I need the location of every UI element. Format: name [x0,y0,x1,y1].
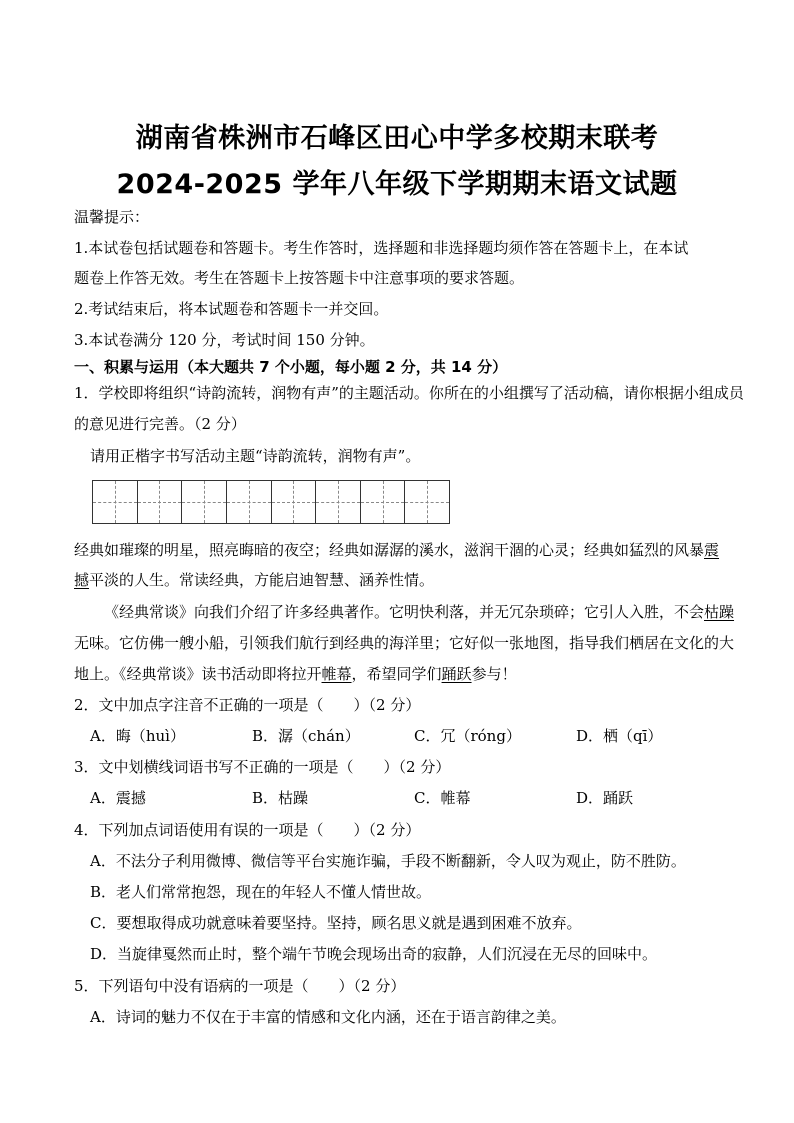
option-a[interactable]: A．震撼 [90,789,146,807]
passage-line-3 [104,602,764,622]
passage-text: 经典如璀璨的明星，照亮晦暗的夜空；经典如潺潺的溪水，滋润干涸的心灵；经典如猛烈的风暴 [74,541,705,559]
grid-cell [93,481,138,523]
passage-text: 地上。《经典常谈》读书活动即将拉开 [74,665,322,683]
passage-line-2 [74,570,734,590]
passage-text: 参与！ [471,665,517,683]
underlined-word: 枯躁 [704,603,735,621]
notice-item-2: 2.考试结束后，将本试题卷和答题卡一并交回。 [74,300,389,318]
grid-cell [361,481,406,523]
question-1-line2: 的意见进行完善。（2 分） [74,415,246,433]
passage-text: 平淡的人生。常读经典，方能启迪智慧、涵养性情。 [89,571,435,589]
question-5-option-a[interactable]: A．诗词的魅力不仅在于丰富的情感和文化内涵，还在于语言韵律之美。 [90,1008,566,1026]
option-b[interactable]: B．潺（chán） [252,727,360,745]
passage-line-1 [74,540,734,560]
option-c[interactable]: C．帷幕 [414,789,471,807]
question-2-stem: 2．文中加点字注音不正确的一项是（ ）（2 分） [74,696,421,714]
question-4-option-b[interactable]: B．老人们常常抱怨，现在的年轻人不懂人情世故。 [90,883,432,901]
notice-item-1a: 1.本试卷包括试题卷和答题卡。考生作答时，选择题和非选择题均须作答在答题卡上，在本试 [74,239,689,257]
option-d[interactable]: D．踊跃 [576,789,634,807]
passage-line-4: 无味。它仿佛一艘小船，引领我们航行到经典的海洋里；它好似一张地图，指导我们栖居在文化的大 [74,634,735,652]
question-4-option-d[interactable]: D．当旋律戛然而止时，整个端午节晚会现场出奇的寂静，人们沉浸在无尽的回味中。 [90,945,658,963]
question-3-stem: 3．文中划横线词语书写不正确的一项是（ ）（2 分） [74,758,451,776]
question-4-option-a[interactable]: A．不法分子利用微博、微信等平台实施诈骗，手段不断翻新，令人叹为观止，防不胜防。 [90,852,686,870]
option-a[interactable]: A．晦（huì） [90,727,185,745]
option-b[interactable]: B．枯躁 [252,789,309,807]
question-4-option-c[interactable]: C．要想取得成功就意味着要坚持。坚持，顾名思义就是遇到困难不放弃。 [90,914,582,932]
grid-cell [138,481,183,523]
question-1-line1: 1．学校即将组织“诗韵流转，润物有声”的主题活动。你所在的小组撰写了活动稿，请你根据小组成员 [74,384,744,402]
passage-text: ，希望同学们 [351,665,442,683]
section-heading: 一、积累与运用（本大题共 7 个小题，每小题 2 分，共 14 分） [74,358,508,376]
passage-text: 《经典常谈》向我们介绍了许多经典著作。它明快利落，并无冗杂琐碎；它引人入胜，不会 [104,603,705,621]
grid-cell [316,481,361,523]
exam-title-line1: 湖南省株洲市石峰区田心中学多校期末联考 [135,123,659,154]
notice-item-3: 3.本试卷满分 120 分，考试时间 150 分钟。 [74,331,375,349]
exam-title-line2: 2024-2025 学年八年级下学期期末语文试题 [116,169,678,200]
underlined-word: 帷幕 [321,665,352,683]
underlined-word: 踊跃 [441,665,472,683]
notice-item-1b: 题卷上作答无效。考生在答题卡上按答题卡中注意事项的要求答题。 [74,269,525,287]
grid-cell [405,481,449,523]
question-5-stem: 5．下列语句中没有语病的一项是（ ）（2 分） [74,977,406,995]
option-c[interactable]: C．冗（róng） [414,727,521,745]
question-4-stem: 4．下列加点词语使用有误的一项是（ ）（2 分） [74,821,421,839]
passage-line-5 [74,664,734,684]
grid-cell [227,481,272,523]
writing-grid [92,480,450,524]
underlined-word: 震 [704,541,720,559]
question-1-instruction: 请用正楷字书写活动主题“诗韵流转，润物有声”。 [90,447,421,465]
underlined-word: 撼 [74,571,90,589]
notice-heading: 温馨提示： [74,208,150,226]
grid-cell [272,481,317,523]
option-d[interactable]: D．栖（qī） [576,727,663,745]
grid-cell [182,481,227,523]
